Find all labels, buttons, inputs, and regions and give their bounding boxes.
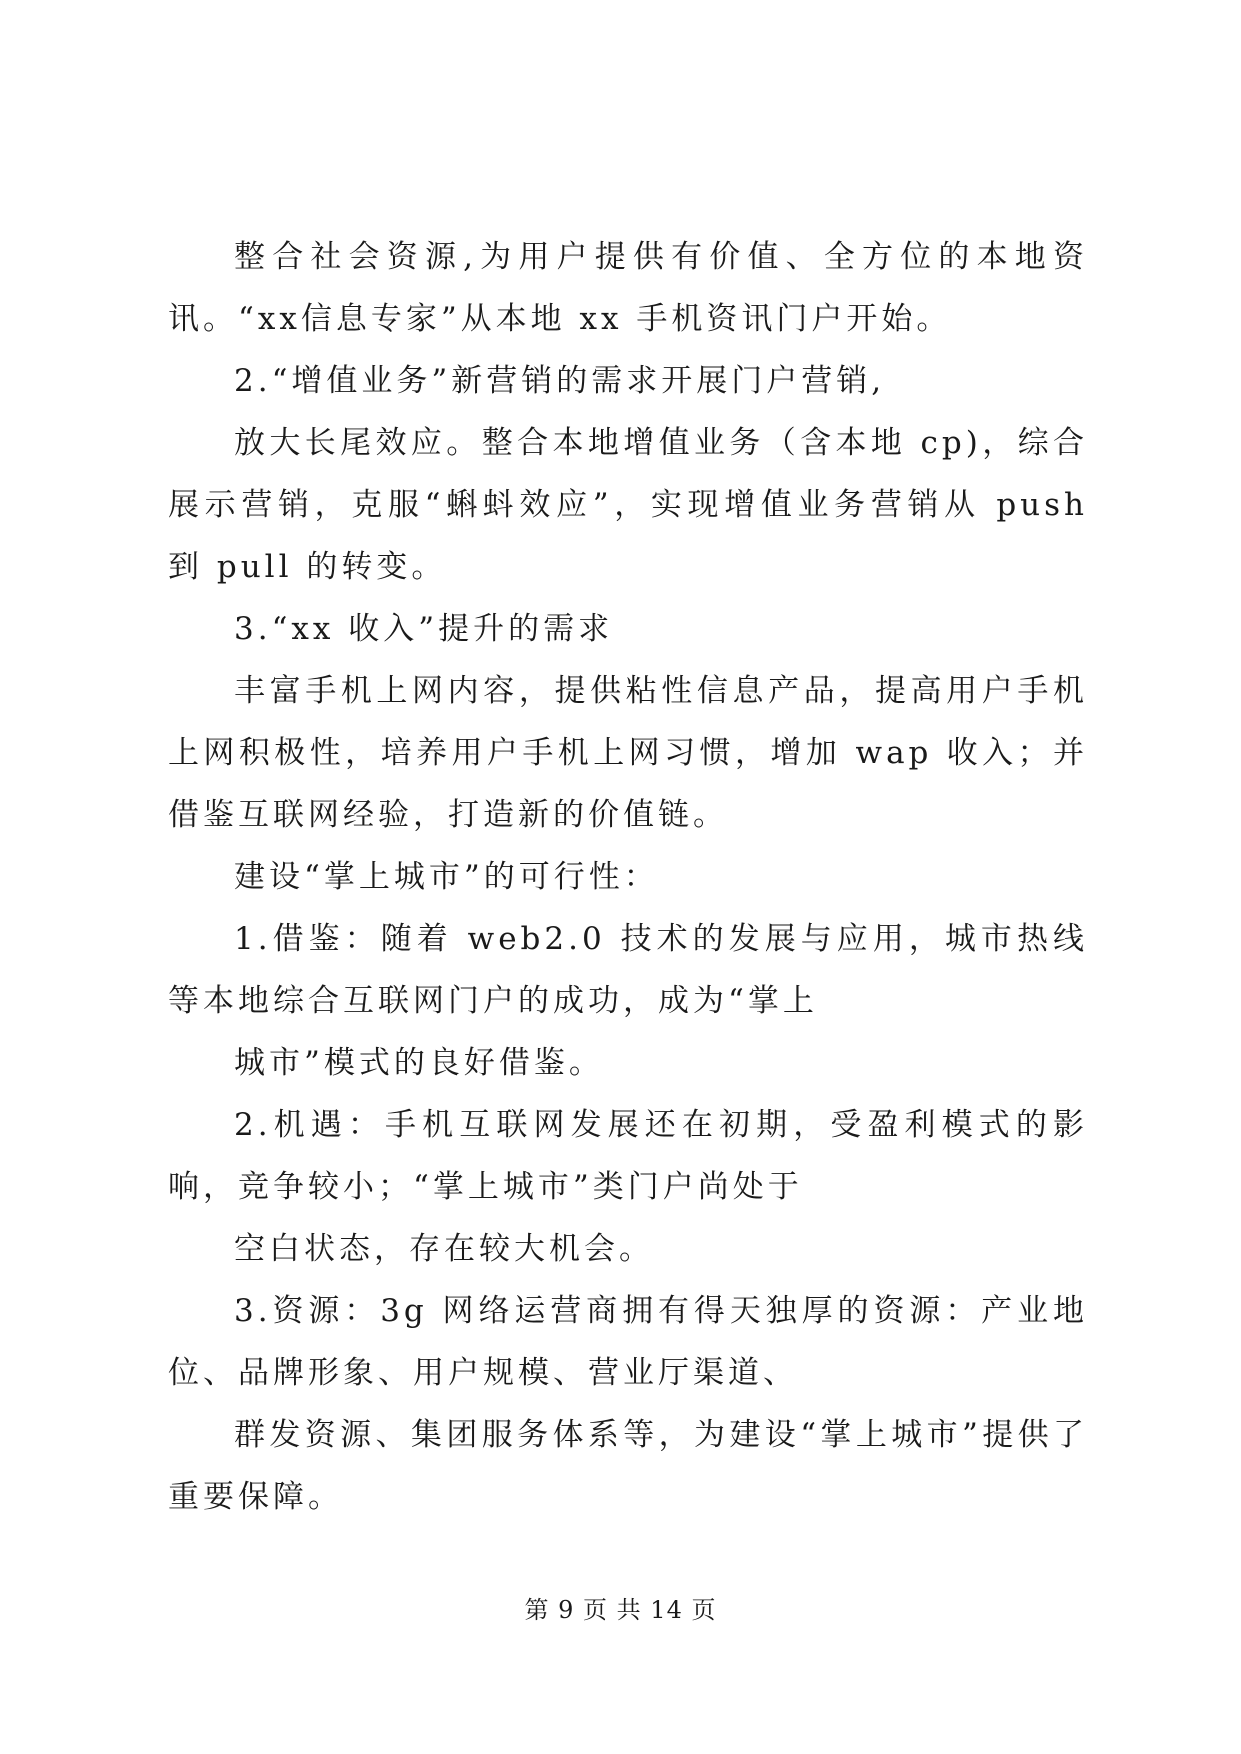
- paragraph: 整合社会资源,为用户提供有价值、全方位的本地资讯。“xx信息专家”从本地 xx 手机资讯门户开始。: [168, 239, 1088, 337]
- paragraph: 2.“增值业务”新营销的需求开展门户营销,: [234, 363, 886, 399]
- paragraph: 空白状态，存在较大机会。: [234, 1231, 654, 1267]
- paragraph: 建设“掌上城市”的可行性：: [234, 859, 659, 895]
- paragraph: 城市”模式的良好借鉴。: [234, 1045, 604, 1081]
- paragraph: 3.资源：3g 网络运营商拥有得天独厚的资源：产业地位、品牌形象、用户规模、营业厅渠道、: [168, 1293, 1088, 1391]
- paragraph: 丰富手机上网内容，提供粘性信息产品，提高用户手机上网积极性，培养用户手机上网习惯，增加 wap 收入；并借鉴互联网经验，打造新的价值链。: [168, 673, 1088, 833]
- paragraph: 1.借鉴：随着 web2.0 技术的发展与应用，城市热线等本地综合互联网门户的成功，成为“掌上: [168, 921, 1088, 1019]
- paragraph: 群发资源、集团服务体系等，为建设“掌上城市”提供了重要保障。: [168, 1417, 1088, 1515]
- paragraph: 2.机遇：手机互联网发展还在初期，受盈利模式的影响，竞争较小；“掌上城市”类门户尚处于: [168, 1107, 1088, 1205]
- paragraph: 放大长尾效应。整合本地增值业务（含本地 cp)，综合展示营销，克服“蝌蚪效应”，实现增值业务营销从 push 到 pull 的转变。: [168, 425, 1088, 585]
- paragraph: 3.“xx 收入”提升的需求: [234, 611, 614, 647]
- document-body: [168, 226, 1088, 1528]
- page-number-footer: 第 9 页 共 14 页: [524, 1596, 717, 1624]
